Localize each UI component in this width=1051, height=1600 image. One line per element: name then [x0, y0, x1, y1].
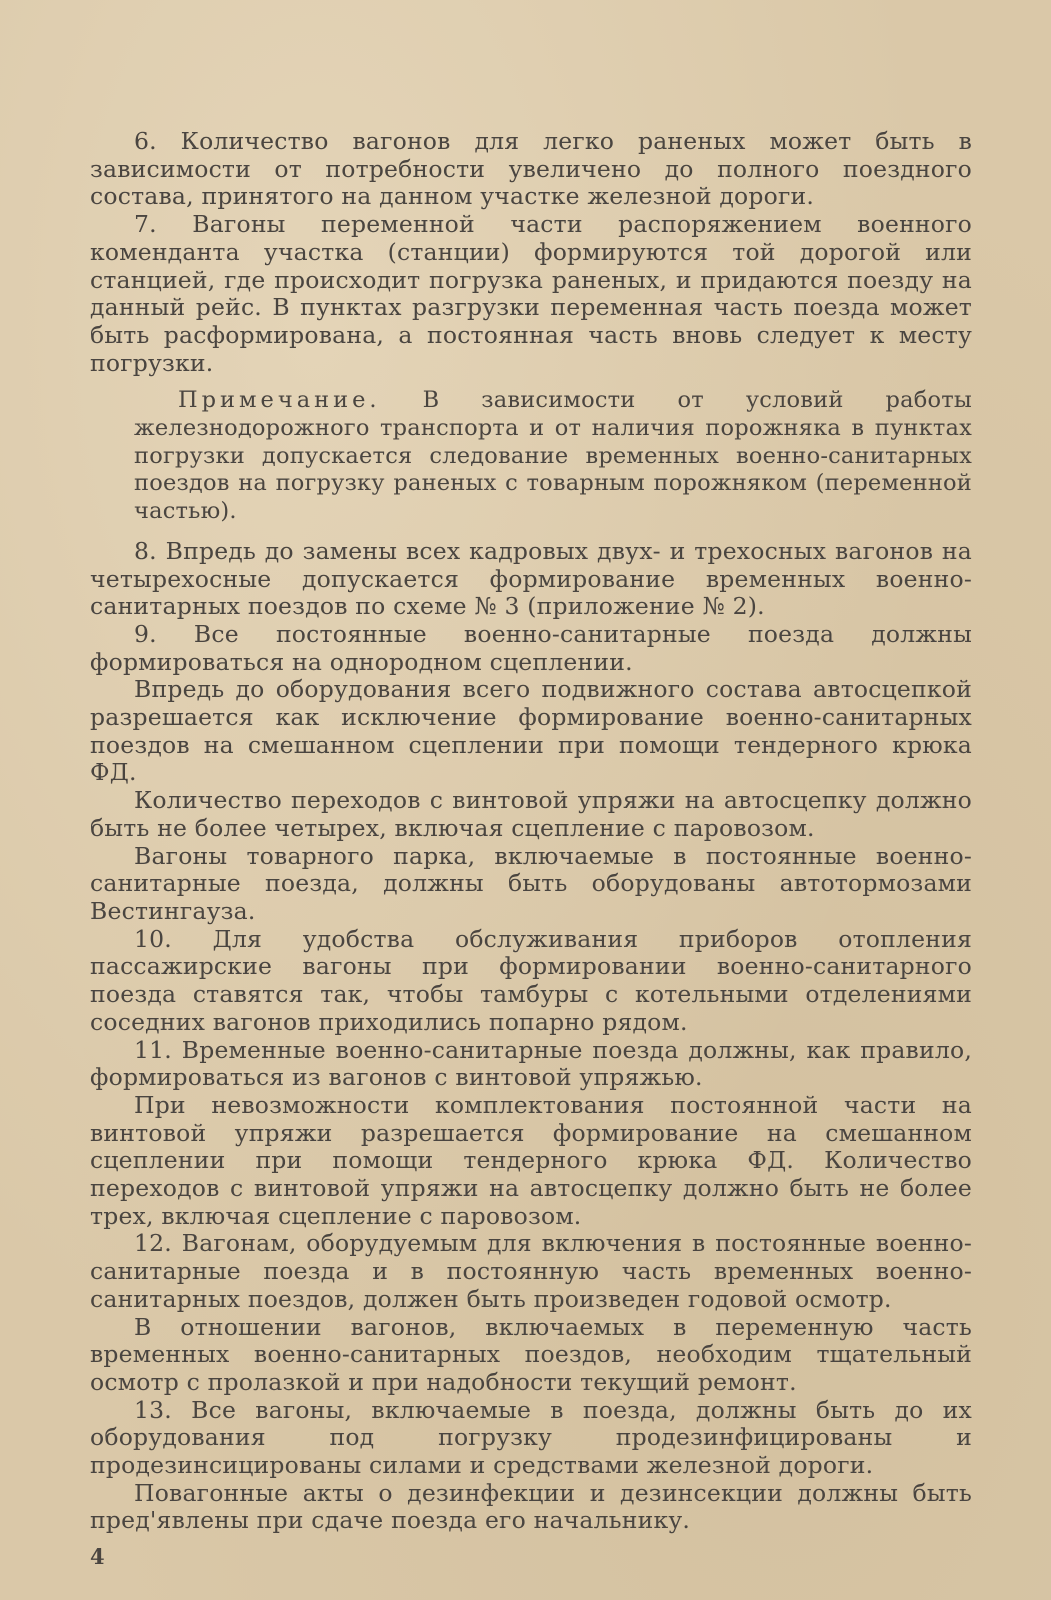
document-body: [90, 128, 972, 1535]
note-label: Примечание.: [178, 387, 381, 414]
paragraph-6: 6. Количество вагонов для легко раненых может быть в зависимости от потребности увеличено до полного поездного состава, принятого на данном участке железной дороги.: [90, 127, 972, 211]
paragraph-12: 12. Вагонам, оборудуемым для включения в постоянные военно-санитарные поезда и в постоянную часть временных военно-санитарных поездов, должен быть произведен годовой осмотр.: [90, 1229, 972, 1313]
note-paragraph: [90, 387, 972, 526]
paragraph-11: 11. Временные военно-санитарные поезда должны, как правило, формироваться из вагонов с винтовой упряжью.: [90, 1035, 972, 1092]
paragraph-9-transitions: Количество переходов с винтовой упряжи на автосцепку должно быть не более четырех, включая сцепление с паровозом.: [90, 786, 972, 842]
paragraph-9: 9. Все постоянные военно-санитарные поезда должны формироваться на однородном сцеплении.: [90, 619, 972, 676]
note-text: В зависимости от условий работы железнодорожного транспорта и от наличия порожняка в пунктах погрузки допускается следование временных военно-санитарных поездов на погрузку раненых с товарным порожняком (переменной частью).: [134, 387, 972, 525]
paragraph-9-freight-cars: Вагоны товарного парка, включаемые в постоянные военно-санитарные поезда, должны быть оборудованы автотормозами Вестингауза.: [90, 841, 972, 925]
paragraph-13-acts: Повагонные акты о дезинфекции и дезинсекции должны быть пред'явлены при сдаче поезда его начальнику.: [90, 1478, 972, 1535]
paragraph-11-mixed-coupling: При невозможности комплектования постоянной части на винтовой упряжи разрешается формирование на смешанном сцеплении при помощи тендерного крюка ФД. Количество переходов с винтовой упряжи на автосцепку должно быть не более трех, включая сцепление с паровозом.: [90, 1090, 972, 1230]
paragraph-12-inspection: В отношении вагонов, включаемых в переменную часть временных военно-санитарных поездов, необходим тщательный осмотр с пролазкой и при надобности текущий ремонт.: [90, 1312, 972, 1396]
paragraph-13: 13. Все вагоны, включаемые в поезда, должны быть до их оборудования под погрузку продезинфицированы и продезинсицированы силами и средствами железной дороги.: [90, 1395, 972, 1480]
paragraph-7: 7. Вагоны переменной части распоряжением военного коменданта участка (станции) формируются той дорогой или станцией, где происходит погрузка раненых, и придаются поезду на данный рейс. В пунктах разгрузки переменная часть поезда может быть расформирована, а постоянная часть вновь следует к месту погрузки.: [90, 210, 972, 377]
paragraph-9-autocoupler: Впредь до оборудования всего подвижного состава автосцепкой разрешается как исключение формирование военно-санитарных поездов на смешанном сцеплении при помощи тендерного крюка ФД.: [90, 675, 972, 787]
note-block: [90, 387, 972, 526]
paragraph-10: 10. Для удобства обслуживания приборов отопления пассажирские вагоны при формировании военно-санитарного поезда ставятся так, чтобы тамбуры с котельными отделениями соседних вагонов приходились попарно рядом.: [90, 924, 972, 1036]
page-number: 4: [90, 1544, 105, 1569]
paragraph-8: 8. Впредь до замены всех кадровых двух- и трехосных вагонов на четырехосные допускается формирование временных военно-санитарных поездов по схеме № 3 (приложение № 2).: [90, 536, 972, 621]
